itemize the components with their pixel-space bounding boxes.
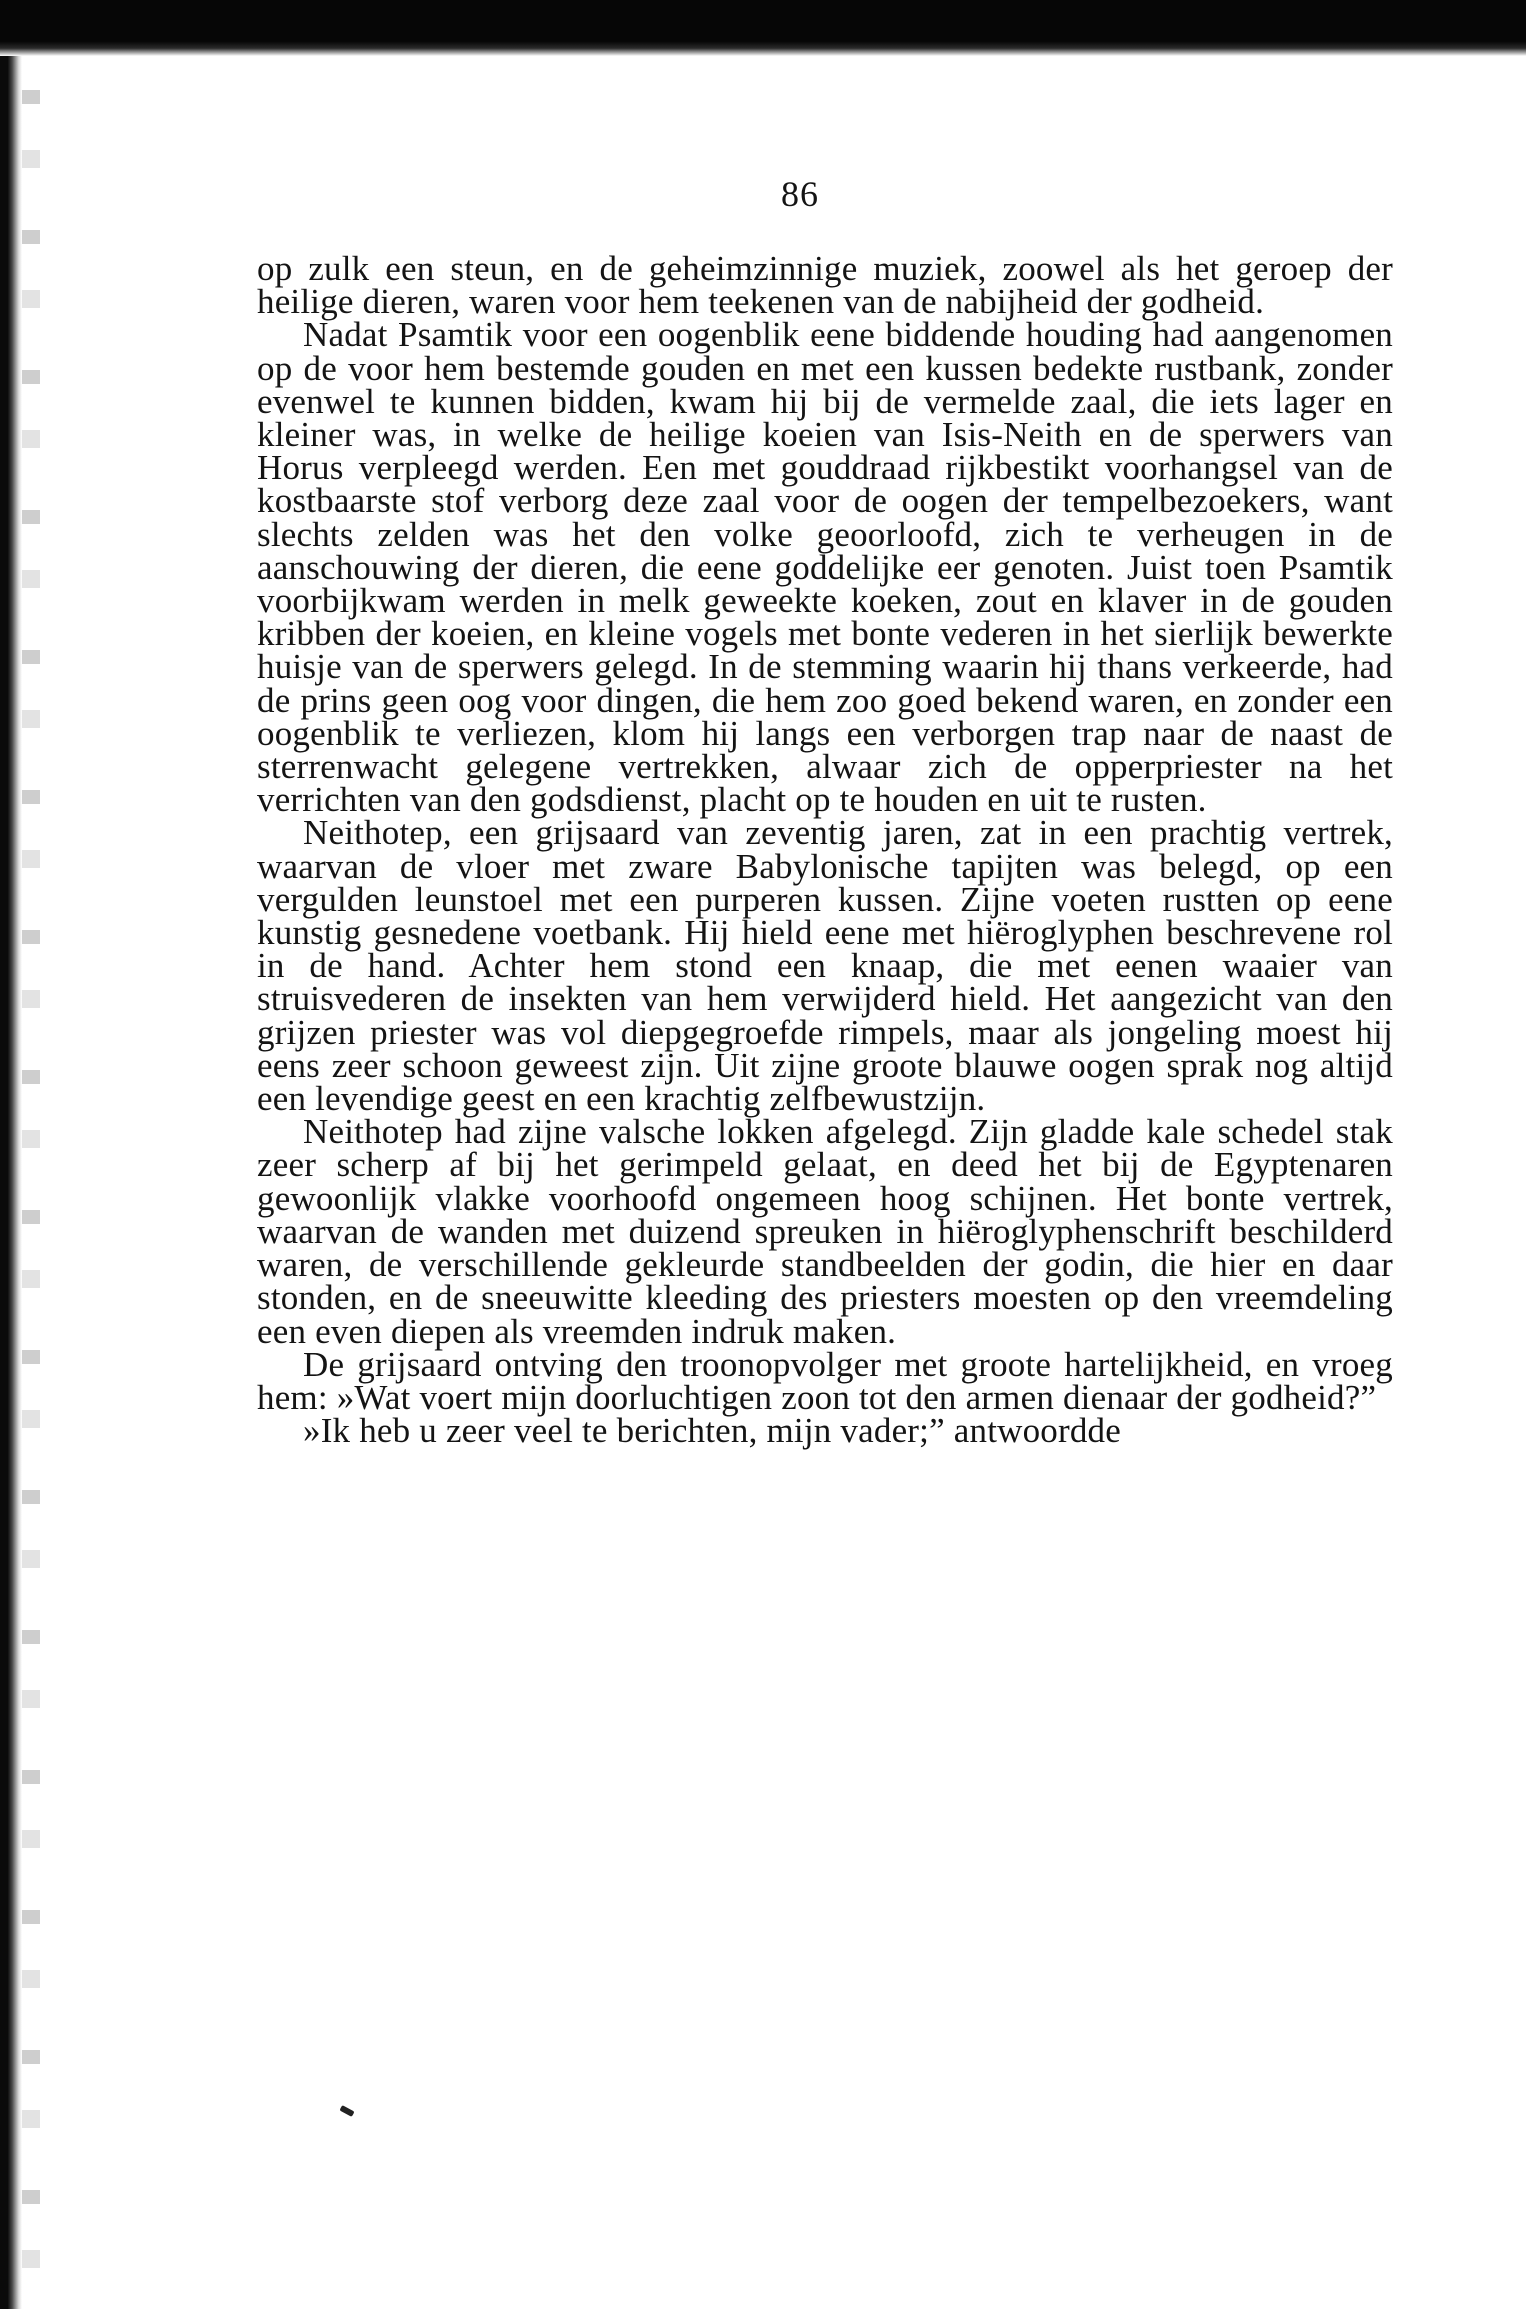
paragraph-6: »Ik heb u zeer veel te berichten, mijn vader;” antwoordde bbox=[303, 1411, 1121, 1451]
page-number: 86 bbox=[781, 174, 819, 214]
scan-top-border bbox=[0, 0, 1526, 56]
paragraph-3: Neithotep, een grijsaard van zeventig jaren, zat in een prachtig vertrek, waarvan de vloer met zware Babylonische tapijten was belegd, op een vergulden leunstoel met een purperen kussen. Zijne voeten rustten op eene kunstig gesnedene voetbank. Hij hield eene met hiëroglyphen beschrevene rol in de hand. Achter hem stond een knaap, die met eenen waaier van struisvederen de insekten van hem verwijderd hield. Het aangezicht van den grijzen priester was vol diepgegroefde rimpels, maar als jongeling moest hij eens zeer schoon geweest zijn. Uit zijne groote blauwe oogen sprak nog altijd een levendige geest en een krachtig zelfbewustzijn. bbox=[257, 813, 1393, 1119]
paragraph-4: Neithotep had zijne valsche lokken afgelegd. Zijn gladde kale schedel stak zeer scherp af bij het gerimpeld gelaat, en deed het bij de Egyptenaren gewoonlijk vlakke voorhoofd ongemeen hoog schijnen. Het bonte vertrek, waarvan de wanden met duizend spreuken in hiëroglyphenschrift beschilderd waren, de verschillende gekleurde standbeelden der godin, die hier en daar stonden, en de sneeuwitte kleeding des priesters moesten op den vreemdeling een even diepen als vreemden indruk maken. bbox=[257, 1112, 1393, 1351]
paragraph-5: De grijsaard ontving den troonopvolger met groote hartelijkheid, en vroeg hem: »Wat voert mijn doorluchtigen zoon tot den armen dienaar der godheid?” bbox=[257, 1344, 1393, 1417]
scan-binding-shadow bbox=[22, 90, 40, 2290]
scan-left-border bbox=[0, 56, 22, 2309]
paragraph-1: op zulk een steun, en de geheimzinnige muziek, zoowel als het geroep der heilige dieren, waren voor hem teekenen van de nabijheid der godheid. bbox=[257, 249, 1393, 322]
body-text bbox=[257, 249, 1393, 1451]
scan-speck bbox=[339, 2105, 354, 2117]
paragraph-2: Nadat Psamtik voor een oogenblik eene biddende houding had aangenomen op de voor hem bestemde gouden en met een kussen bedekte rustbank, zonder evenwel te kunnen bidden, kwam hij bij de vermelde zaal, die iets lager en kleiner was, in welke de heilige koeien van Isis-Neith en de sperwers van Horus verpleegd werden. Een met gouddraad rijkbestikt voorhangsel van de kostbaarste stof verborg deze zaal voor de oogen der tempelbezoekers, want slechts zelden was het den volke geoorloofd, zich te verheugen in de aanschouwing der dieren, die eene goddelijke eer genoten. Juist toen Psamtik voorbijkwam werden in melk geweekte koeken, zout en klaver in de gouden kribben der koeien, en kleine vogels met bonte vederen in het sierlijk bewerkte huisje van de sperwers gelegd. In de stemming waarin hij thans verkeerde, had de prins geen oog voor dingen, die hem zoo goed bekend waren, en zonder een oogenblik te verliezen, klom hij langs een verborgen trap naar de naast de sterrenwacht gelegene vertrekken, alwaar zich de opperpriester na het verrichten van den godsdienst, placht op te houden en uit te rusten. bbox=[257, 315, 1393, 820]
